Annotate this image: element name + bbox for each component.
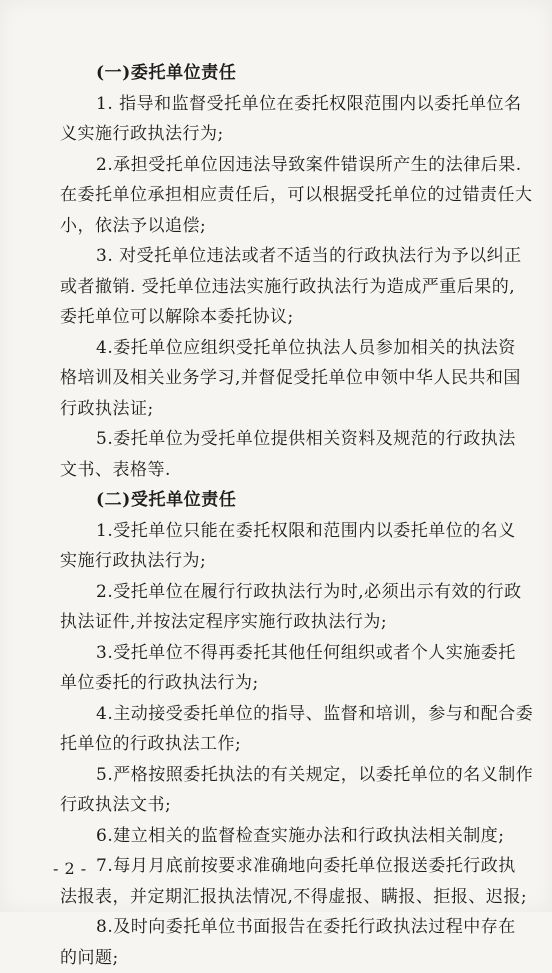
clause-text-line: 执法证件,并按法定程序实施行政执法行为; — [60, 607, 525, 638]
clause-text-line: 在委托单位承担相应责任后，可以根据受托单位的过错责任大 — [60, 180, 525, 211]
clause-text-line: 3.受托单位不得再委托其他任何组织或者个人实施委托 — [60, 638, 525, 669]
clause-1 — [60, 516, 525, 577]
clause-7 — [60, 851, 525, 912]
clause-text-line: 5.严格按照委托执法的有关规定，以委托单位的名义制作 — [60, 760, 525, 791]
clause-5 — [60, 424, 525, 485]
clause-text-line: 2.承担受托单位因违法导致案件错误所产生的法律后果. — [60, 150, 525, 181]
document-body — [60, 58, 525, 973]
clause-2 — [60, 150, 525, 242]
clause-text-line: 行政执法文书; — [60, 790, 525, 821]
clause-text-line: 1. 指导和监督受托单位在委托权限范围内以委托单位名 — [60, 89, 525, 120]
section-title-entrusted-unit: (二)受托单位责任 — [60, 485, 525, 516]
clause-text-line: 1.受托单位只能在委托权限和范围内以委托单位的名义 — [60, 516, 525, 547]
clause-text-line: 委托单位可以解除本委托协议; — [60, 302, 525, 333]
clause-text-line: 文书、表格等. — [60, 455, 525, 486]
clause-text-line: 2.受托单位在履行行政执法行为时,必须出示有效的行政 — [60, 577, 525, 608]
clause-text-line: 实施行政执法行为; — [60, 546, 525, 577]
clause-text-line: 的问题; — [60, 943, 525, 973]
clause-text-line: 6.建立相关的监督检查实施办法和行政执法相关制度; — [60, 821, 525, 852]
clause-text-line: 5.委托单位为受托单位提供相关资料及规范的行政执法 — [60, 424, 525, 455]
clause-text-line: 义实施行政执法行为; — [60, 119, 525, 150]
section-title-entrusting-unit: (一)委托单位责任 — [60, 58, 525, 89]
clause-text-line: 法报表，并定期汇报执法情况,不得虚报、瞒报、拒报、迟报; — [60, 882, 525, 913]
clause-1 — [60, 89, 525, 150]
clause-text-line: 或者撤销. 受托单位违法实施行政执法行为造成严重后果的, — [60, 272, 525, 303]
clause-text-line: 行政执法证; — [60, 394, 525, 425]
clause-4 — [60, 333, 525, 425]
clause-text-line: 小，依法予以追偿; — [60, 211, 525, 242]
clause-3 — [60, 638, 525, 699]
clause-text-line: 单位委托的行政执法行为; — [60, 668, 525, 699]
clause-8 — [60, 912, 525, 973]
clause-text-line: 8.及时向委托单位书面报告在委托行政执法过程中存在 — [60, 912, 525, 943]
clause-text-line: 托单位的行政执法工作; — [60, 729, 525, 760]
clause-text-line: 7.每月月底前按要求准确地向委托单位报送委托行政执 — [60, 851, 525, 882]
clause-4 — [60, 699, 525, 760]
clause-6 — [60, 821, 525, 852]
page-number: - 2 - — [53, 859, 87, 879]
clause-text-line: 4.委托单位应组织受托单位执法人员参加相关的执法资 — [60, 333, 525, 364]
clause-2 — [60, 577, 525, 638]
clause-text-line: 3. 对受托单位违法或者不适当的行政执法行为予以纠正 — [60, 241, 525, 272]
clause-text-line: 4.主动接受委托单位的指导、监督和培训，参与和配合委 — [60, 699, 525, 730]
clause-text-line: 格培训及相关业务学习,并督促受托单位申领中华人民共和国 — [60, 363, 525, 394]
clause-5 — [60, 760, 525, 821]
clause-3 — [60, 241, 525, 333]
